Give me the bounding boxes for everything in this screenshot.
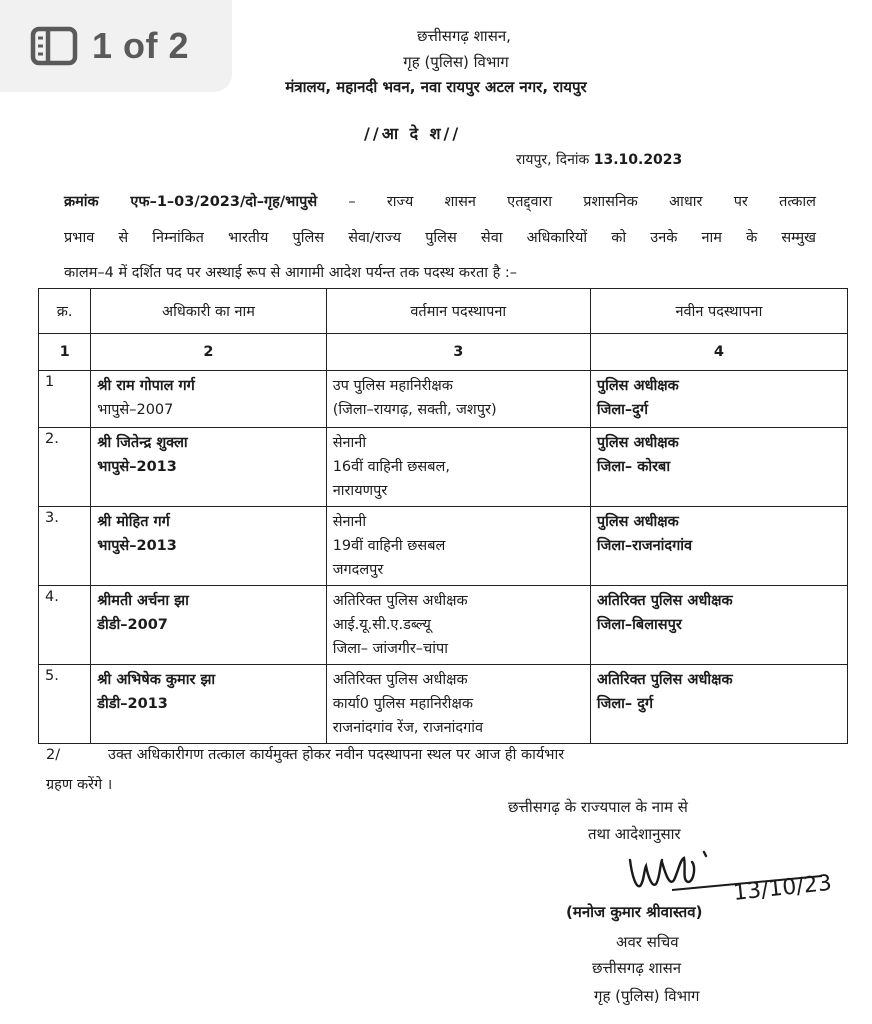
current-posting-line: सेनानी <box>332 514 367 530</box>
table-header-row <box>39 289 848 334</box>
current-posting-line: जिला– जांजगीर–चांपा <box>332 641 448 657</box>
current-posting-cell <box>326 507 590 586</box>
order-reference: क्रमांक एफ–1–03/2023/दो–गृह/भापुसे <box>64 194 318 210</box>
current-posting-line: सेनानी <box>332 435 367 451</box>
new-posting-line: अतिरिक्त पुलिस अधीक्षक <box>596 672 733 688</box>
intro-line-3: कालम–4 में दर्शित पद पर अस्थाई रूप से आगामी आदेश पर्यन्त तक पदस्थ करता है :– <box>64 265 518 281</box>
date-label: रायपुर, दिनांक <box>516 152 590 168</box>
officer-name: श्री राम गोपाल गर्ग <box>97 378 195 394</box>
note-number: 2/ <box>46 747 61 763</box>
officer-cell <box>91 371 326 428</box>
note-line-1 <box>46 744 816 764</box>
current-posting-line: अतिरिक्त पुलिस अधीक्षक <box>332 593 468 609</box>
svg-text:13/10/23: 13/10/23 <box>732 870 833 906</box>
intro-text-1: – राज्य शासन एतद्द्वारा प्रशासनिक आधार पर तत्काल <box>348 194 816 210</box>
authority-line-2: तथा आदेशानुसार <box>588 825 681 843</box>
table-row <box>39 665 848 744</box>
column-number-row <box>39 334 848 371</box>
new-posting-line: अतिरिक्त पुलिस अधीक्षक <box>596 593 733 609</box>
row-serial: 3. <box>39 507 91 586</box>
table-row <box>39 586 848 665</box>
current-posting-cell <box>326 371 590 428</box>
page-indicator[interactable] <box>0 0 232 92</box>
col-header-sn: क्र. <box>39 289 91 334</box>
row-serial: 1 <box>39 371 91 428</box>
header-address: मंत्रालय, महानदी भवन, नवा रायपुर अटल नगर, रायपुर <box>285 78 587 96</box>
current-posting-line: कार्या0 पुलिस महानिरीक्षक <box>332 696 473 712</box>
current-posting-cell <box>326 665 590 744</box>
instruction-note <box>46 744 816 794</box>
signature-image <box>612 846 852 906</box>
col-number: 3 <box>326 334 590 371</box>
table-row <box>39 371 848 428</box>
officer-name: श्री मोहित गर्ग <box>97 514 170 530</box>
new-posting-line: जिला– दुर्ग <box>596 696 654 712</box>
row-serial: 2. <box>39 428 91 507</box>
authority-line-1: छत्तीसगढ़ के राज्यपाल के नाम से <box>508 798 688 816</box>
new-posting-line: पुलिस अधीक्षक <box>596 435 679 451</box>
signatory-name: (मनोज कुमार श्रीवास्तव) <box>566 903 703 921</box>
new-posting-cell <box>590 428 847 507</box>
header-government: छत्तीसगढ़ शासन, <box>417 27 511 45</box>
new-posting-line: जिला–बिलासपुर <box>596 617 682 633</box>
officer-service: भापुसे–2013 <box>97 459 177 475</box>
officer-service: भापुसे–2007 <box>97 402 174 418</box>
row-serial: 5. <box>39 665 91 744</box>
officer-name: श्री अभिषेक कुमार झा <box>97 672 216 688</box>
current-posting-line: (जिला–रायगढ़, सक्ती, जशपुर) <box>332 402 497 418</box>
posting-table <box>38 288 848 744</box>
row-serial: 4. <box>39 586 91 665</box>
col-number: 1 <box>39 334 91 371</box>
current-posting-line: उप पुलिस महानिरीक्षक <box>332 378 453 394</box>
table-row <box>39 507 848 586</box>
officer-cell <box>91 428 326 507</box>
sidebar-panel-icon[interactable] <box>30 26 78 66</box>
col-header-name: अधिकारी का नाम <box>91 289 326 334</box>
new-posting-line: पुलिस अधीक्षक <box>596 378 679 394</box>
new-posting-line: जिला– कोरबा <box>596 459 671 475</box>
note-line-2: ग्रहण करेंगे । <box>46 777 113 793</box>
new-posting-cell <box>590 586 847 665</box>
col-number: 2 <box>91 334 326 371</box>
signatory-government: छत्तीसगढ़ शासन <box>592 959 682 977</box>
col-number: 4 <box>590 334 847 371</box>
order-date <box>516 150 682 169</box>
signatory-designation: अवर सचिव <box>616 933 679 951</box>
order-title: //आ दे श// <box>364 124 462 143</box>
officer-service: भापुसे–2013 <box>97 538 177 554</box>
current-posting-line: जगदलपुर <box>332 562 384 578</box>
note-text-1: उक्त अधिकारीगण तत्काल कार्यमुक्त होकर नवीन पदस्थापना स्थल पर आज ही कार्यभार <box>108 747 565 763</box>
header-department: गृह (पुलिस) विभाग <box>403 53 509 71</box>
current-posting-line: अतिरिक्त पुलिस अधीक्षक <box>332 672 468 688</box>
officer-service: डीडी–2007 <box>97 617 168 633</box>
officer-name: श्री जितेन्द्र शुक्ला <box>97 435 188 451</box>
officer-cell <box>91 665 326 744</box>
officer-name: श्रीमती अर्चना झा <box>97 593 189 609</box>
date-value: 13.10.2023 <box>593 152 683 168</box>
new-posting-cell <box>590 507 847 586</box>
signatory-department: गृह (पुलिस) विभाग <box>594 987 700 1005</box>
new-posting-cell <box>590 665 847 744</box>
new-posting-line: पुलिस अधीक्षक <box>596 514 679 530</box>
col-header-new-posting: नवीन पदस्थापना <box>590 289 847 334</box>
handwritten-signature <box>612 846 852 906</box>
intro-line-1 <box>64 191 816 211</box>
current-posting-line: राजनांदगांव रेंज, राजनांदगांव <box>332 720 484 736</box>
new-posting-line: जिला–राजनांदगांव <box>596 538 693 554</box>
officer-cell <box>91 586 326 665</box>
officer-cell <box>91 507 326 586</box>
officer-service: डीडी–2013 <box>97 696 168 712</box>
current-posting-line: 16वीं वाहिनी छसबल, <box>332 459 450 475</box>
table-row <box>39 428 848 507</box>
current-posting-cell <box>326 586 590 665</box>
new-posting-line: जिला–दुर्ग <box>596 402 649 418</box>
current-posting-cell <box>326 428 590 507</box>
page-count-label: 1 of 2 <box>92 25 190 66</box>
col-header-current-posting: वर्तमान पदस्थापना <box>326 289 590 334</box>
current-posting-line: नारायणपुर <box>332 483 388 499</box>
current-posting-line: 19वीं वाहिनी छसबल <box>332 538 446 554</box>
intro-line-2: प्रभाव से निम्नांकित भारतीय पुलिस सेवा/राज्य पुलिस सेवा अधिकारियों को उनके नाम के सम्मुख <box>64 230 816 246</box>
new-posting-cell <box>590 371 847 428</box>
current-posting-line: आई.यू.सी.ए.डब्ल्यू <box>332 617 431 633</box>
